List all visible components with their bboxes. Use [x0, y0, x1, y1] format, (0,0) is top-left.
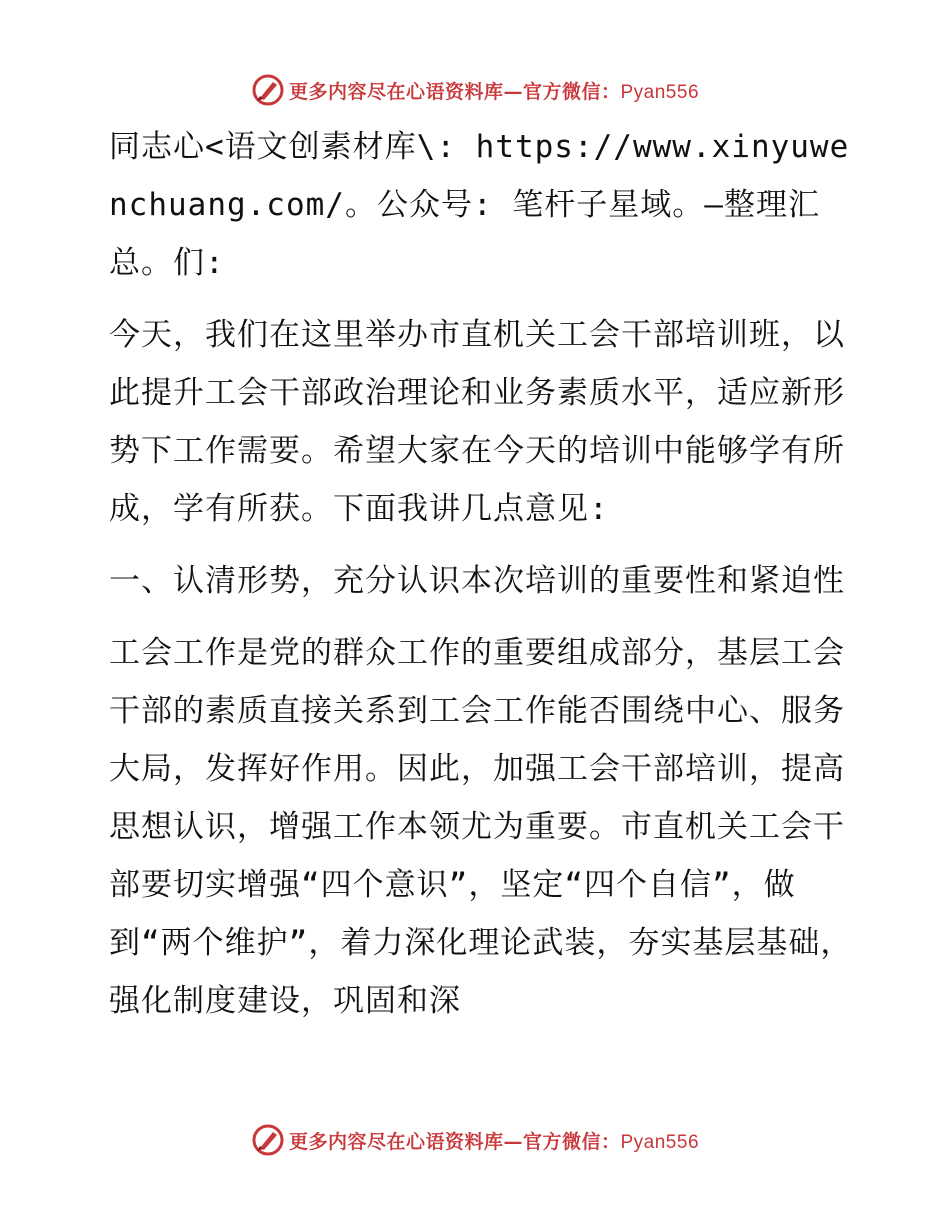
section-heading-1: 一、认清形势，充分认识本次培训的重要性和紧迫性	[109, 563, 845, 599]
wechat-account: Pyan556	[620, 1131, 700, 1153]
paragraph-opening: 同志心<语文创素材库\: https://www.xinyuwenchuang.com/。公众号: 笔杆子星域。—整理汇总。们:	[109, 129, 850, 281]
header-banner-text: 更多内容尽在心语资料库—官方微信：Pyan556	[288, 80, 700, 103]
brand-logo-icon	[251, 73, 285, 107]
header-banner	[0, 70, 950, 110]
wechat-account: Pyan556	[620, 81, 700, 103]
paragraph-intro: 今天，我们在这里举办市直机关工会干部培训班，以此提升工会干部政治理论和业务素质水平，适应新形势下工作需要。希望大家在今天的培训中能够学有所成，学有所获。下面我讲几点意见:	[109, 317, 845, 527]
brand-logo-icon	[251, 1123, 285, 1157]
footer-banner-text: 更多内容尽在心语资料库—官方微信：Pyan556	[288, 1130, 700, 1153]
document-body	[97, 118, 857, 1030]
paragraph-section-1: 工会工作是党的群众工作的重要组成部分，基层工会干部的素质直接关系到工会工作能否围绕中心、服务大局，发挥好作用。因此，加强工会干部培训，提高思想认识，增强工作本领尤为重要。市直机关工会干部要切实增强“四个意识”，坚定“四个自信”，做到“两个维护”，着力深化理论武装，夯实基层基础，强化制度建设，巩固和深	[109, 635, 853, 1019]
footer-banner	[0, 1120, 950, 1160]
